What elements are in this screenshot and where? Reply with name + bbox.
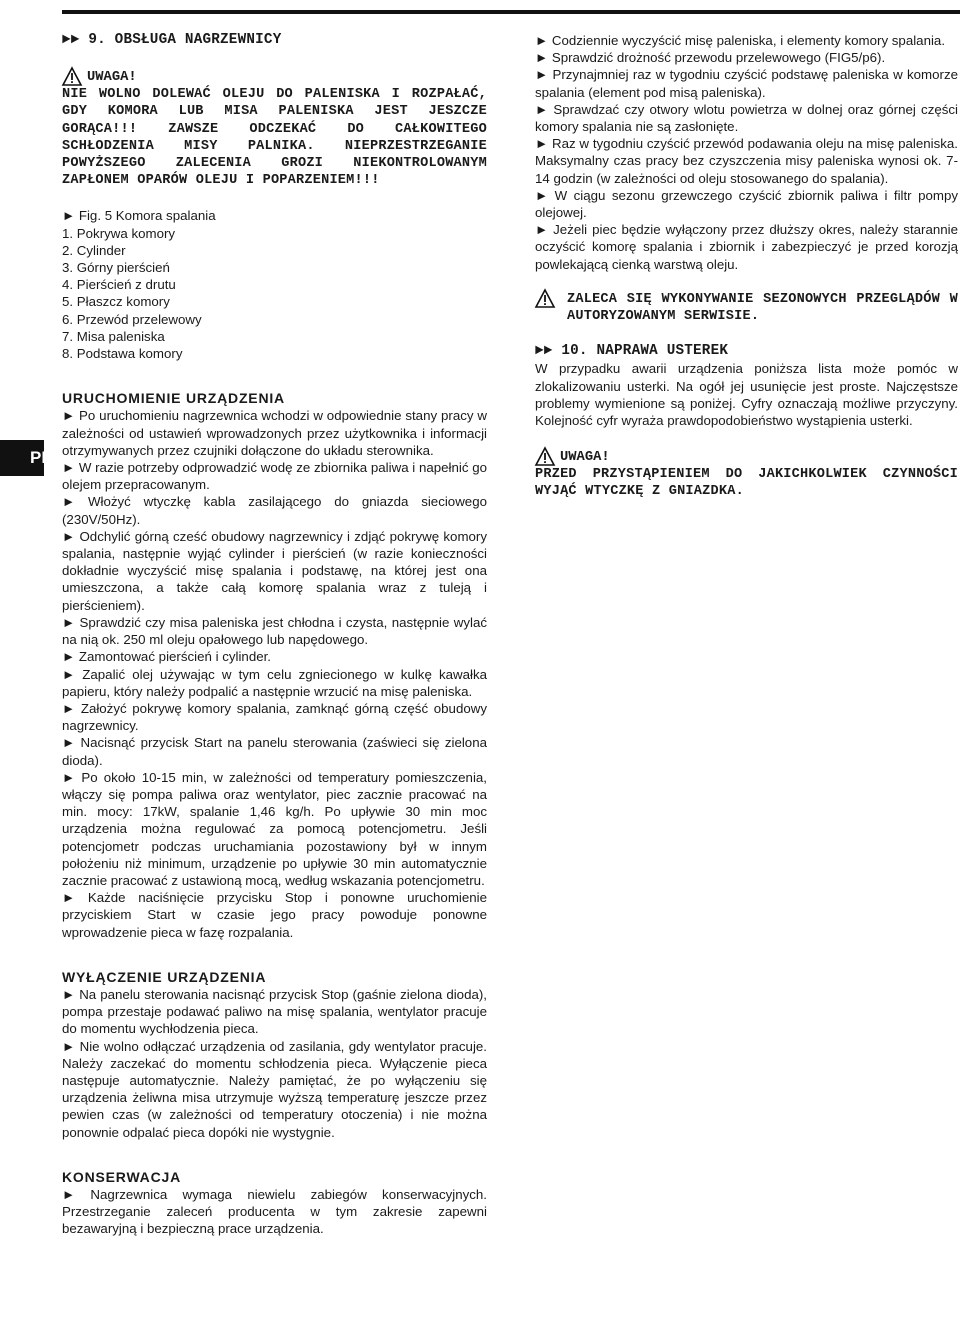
list-item: 2. Cylinder xyxy=(62,242,126,258)
maintenance-paragraph: ► Raz w tygodniu czyścić przewód podawania oleju na misę paleniska. Maksymalny czas pracy bez czyszczenia misy paleniska wynosi ok. 7-14 godzin (w zależności od oleju stosowanego do spalania). xyxy=(535,136,958,186)
startup-paragraph: ► Zamontować pierścień i cylinder. xyxy=(62,649,272,665)
warning-triangle-icon xyxy=(62,67,82,86)
section-10-title: ►► 10. NAPRAWA USTEREK xyxy=(535,343,729,360)
maintenance-paragraph: ► Nagrzewnica wymaga niewielu zabiegów konserwacyjnych. Przestrzeganie zaleceń producenta w tym zakresie zapewni bezawaryjną i bezpieczną prace urządzenia. xyxy=(62,1186,487,1237)
maintenance-paragraph: ► Sprawdzać czy otwory wlotu powietrza w dolnej oraz górnej części komory spalania nie są zasłonięte. xyxy=(535,101,958,135)
maintenance-paragraph: ► Jeżeli piec będzie wyłączony przez dłuższy okres, należy starannie oczyścić komorę spalania i zbiornik i zabezpieczyć je przed korozją powlekającą cienką warstwą oleju. xyxy=(535,222,958,272)
startup-paragraph: ► Włożyć wtyczkę kabla zasilającego do gniazda sieciowego (230V/50Hz). xyxy=(62,494,487,527)
section-10-intro: W przypadku awarii urządzenia poniższa lista może pomóc w zlokalizowaniu usterki. Na ogół jej usunięcie jest proste. Najczęstsze problemy wymienione są poniżej. Cyfry oznaczają możliwe przyczyny. Kolejność cyfr wyraża prawdopodobieństwo wystąpienia usterki. xyxy=(535,361,958,429)
maintenance-paragraph: ► Przynajmniej raz w tygodniu czyścić podstawę paleniska w komorze spalania (element pod misą paleniska). xyxy=(535,67,958,100)
startup-paragraph: ► Sprawdzić czy misa paleniska jest chłodna i czysta, następnie wylać na nią ok. 250 ml oleju opałowego lub napędowego. xyxy=(62,614,487,648)
warning-1-text: NIE WOLNO DOLEWAĆ OLEJU DO PALENISKA I ROZPAŁAĆ, GDY KOMORA LUB MISA PALENISKA JEST JESZCZE GORĄCA!!! ZAWSZE ODCZEKAĆ DO CAŁKOWITEGO SCHŁODZENIA MISY PALNIKA. NIEPRZESTRZEGANIE POWYŻSZEGO ZALECENIA GROZI NIEKONTROLOWANYM ZAPŁONEM OPARÓW OLEJU I POPARZENIEM!!! xyxy=(62,87,487,189)
top-rule xyxy=(62,10,960,14)
shutdown-paragraph: ► Nie wolno odłączać urządzenia od zasilania, gdy wentylator pracuje. Należy zaczekać do momentu schłodzenia pieca. Wyłączenie pieca następuje automatycznie. Należy pamiętać, że po wyłączeniu się urządzenia żeliwna misa utrzymuje wyższą temperaturę jeszcze przez pewien czas (w zależności od temperatury otoczenia) i nie można ponownie odpalać pieca dopóki nie wystygnie. xyxy=(62,1038,487,1140)
list-item: 4. Pierścień z drutu xyxy=(62,277,176,293)
shutdown-heading: WYŁĄCZENIE URZĄDZENIA xyxy=(62,968,267,985)
startup-heading: URUCHOMIENIE URZĄDZENIA xyxy=(62,390,285,407)
warning-2-text: PRZED PRZYSTĄPIENIEM DO JAKICHKOLWIEK CZYNNOŚCI WYJĄĆ WTYCZKĘ Z GNIAZDKA. xyxy=(535,467,958,500)
figure-caption: ► Fig. 5 Komora spalania xyxy=(62,208,216,224)
startup-paragraph: ► W razie potrzeby odprowadzić wodę ze zbiornika paliwa i napełnić go olejem przepracowanym. xyxy=(62,460,487,493)
warning-1-header xyxy=(62,67,487,86)
list-item: 6. Przewód przelewowy xyxy=(62,311,202,327)
maintenance-paragraph: ► Sprawdzić drożność przewodu przelewowego (FIG5/p6). xyxy=(535,50,886,66)
language-tab: PL xyxy=(0,440,44,476)
list-item: 1. Pokrywa komory xyxy=(62,225,176,241)
warning-2-label: UWAGA! xyxy=(560,450,610,466)
startup-paragraph: ► Założyć pokrywę komory spalania, zamknąć górną część obudowy nagrzewnicy. xyxy=(62,700,487,734)
figure-parts-list xyxy=(62,225,487,363)
warning-1-label: UWAGA! xyxy=(87,70,137,85)
service-warning-text: ZALECA SIĘ WYKONYWANIE SEZONOWYCH PRZEGLĄDÓW W AUTORYZOWANYM SERWISIE. xyxy=(567,291,958,325)
maintenance-paragraph: ► Codziennie wyczyścić misę paleniska, i elementy komory spalania. xyxy=(535,33,946,48)
startup-paragraph: ► Każde naciśnięcie przycisku Stop i ponowne uruchomienie przyciskiem Start w czasie jego pracy powoduje ponowne wprowadzenie pieca w fazę rozpalania. xyxy=(62,890,487,940)
shutdown-paragraph: ► Na panelu sterowania nacisnąć przycisk Stop (gaśnie zielona dioda), pompa przestaje podawać paliwo na misę spalania, wentylator pracuje do momentu wychłodzenia pieca. xyxy=(62,986,487,1037)
list-item: 8. Podstawa komory xyxy=(62,346,183,362)
startup-paragraph: ► Nacisnąć przycisk Start na panelu sterowania (zaświeci się zielona dioda). xyxy=(62,735,487,768)
startup-paragraph: ► Po uruchomieniu nagrzewnica wchodzi w odpowiednie stany pracy w zależności od ustawień wprowadzonych przez użytkownika i informacji otrzymywanych przez czujniki dołączone do układu sterownika. xyxy=(62,408,487,458)
maintenance-paragraph: ► W ciągu sezonu grzewczego czyścić zbiornik paliwa i filtr pompy olejowej. xyxy=(535,187,958,221)
left-column xyxy=(62,32,487,1238)
service-warning xyxy=(535,291,958,325)
startup-paragraph: ► Zapalić olej używając w tym celu zgniecionego w kulkę kawałka papieru, który należy podpalić a następnie wrzucić na misę paleniska. xyxy=(62,666,487,699)
warning-2-header xyxy=(535,447,958,466)
startup-paragraph: ► Po około 10-15 min, w zależności od temperatury pomieszczenia, włączy się pompa paliwa oraz wentylator, piec zacznie pracować na min. mocy: 17kW, spalanie 1,46 kg/h. Po upływie 30 min moc urządzenia można regulować za pomocą potencjometru. Jeśli potencjometr podczas uruchamiania pozostawiony był w innym położeniu niż minimum, urządzenie po upływie 30 min automatycznie zacznie pracować z ustawioną mocą, według wskazania potencjometru. xyxy=(62,769,487,888)
list-item: 5. Płaszcz komory xyxy=(62,294,170,310)
right-column xyxy=(535,32,958,501)
startup-paragraph: ► Odchylić górną cześć obudowy nagrzewnicy i zdjąć pokrywę komory spalania, następnie wyjąć cylinder i pierścień (w razie konieczności dokładnie wyczyścić misę spalania i podstawę, na której jest ona umieszczona, a także całą komorę spalania wraz z tuleją i pierścieniem). xyxy=(62,528,487,613)
list-item: 7. Misa paleniska xyxy=(62,328,165,344)
list-item: 3. Górny pierścień xyxy=(62,260,170,276)
maintenance-heading: KONSERWACJA xyxy=(62,1168,182,1185)
warning-triangle-icon xyxy=(535,447,555,466)
section-9-title: ►► 9. OBSŁUGA NAGRZEWNICY xyxy=(62,32,282,48)
warning-triangle-icon xyxy=(535,289,555,308)
